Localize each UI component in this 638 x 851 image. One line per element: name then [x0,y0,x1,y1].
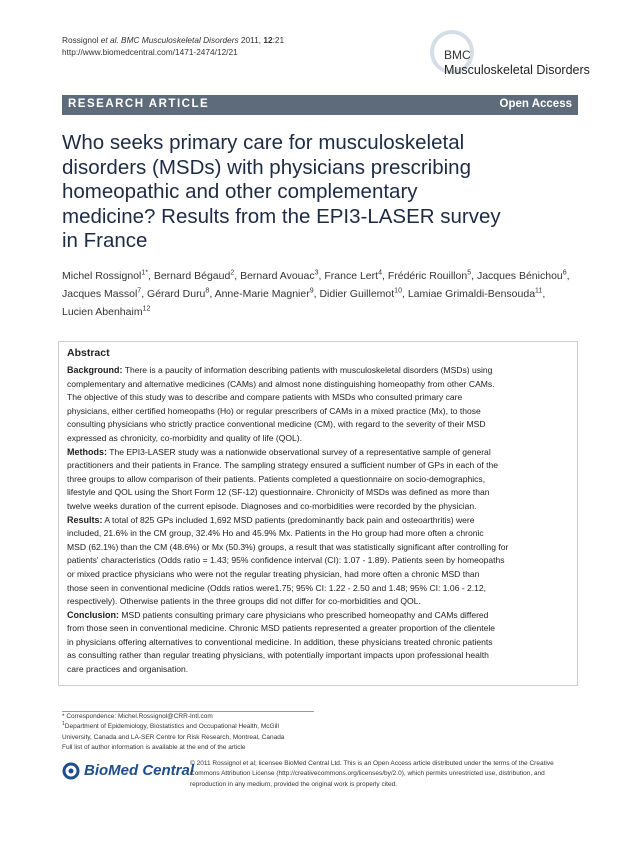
author-name: France Lert [324,270,379,282]
affiliation-note: University, Canada and LA-SER Centre for Risk Research, Montreal, Canada [62,733,285,741]
author-affil: 9 [309,287,314,295]
author-list [62,267,582,321]
article-url[interactable]: http://www.biomedcentral.com/1471-2474/12/21 [62,47,238,57]
background-label: Background: [67,365,123,375]
citation-line [62,34,284,46]
open-access-label: Open Access [499,98,572,110]
abstract-line: or mixed practice physicians who were not the regular treating physician, had more often a chronic MSD than [67,568,480,579]
citation-year: 2011, [238,35,264,45]
abstract-line: in physicians offering alternatives to conventional medicine. In addition, these physicians treated chronic patients [67,636,493,647]
abstract-line [67,364,572,378]
logo-bmc-text: BMC [444,48,471,62]
author-name: Jacques Bénichou [476,270,563,282]
abstract-body [67,364,572,677]
author-affil: 2 [230,269,235,277]
results-label: Results: [67,514,103,525]
author-affil: 11 [535,287,543,295]
abstract-line: from those seen in conventional medicine. Chronic MSD patients represented a greater proportion of the clientele [67,623,496,634]
author-affil: 10 [394,287,402,295]
author-affil: 5 [467,269,472,277]
abstract-line: practitioners and their patients in France. The sampling strategy ensured a sufficient number of GPs in each of the [67,460,499,471]
citation-authors: Rossignol [62,35,101,45]
correspondence-note: * Correspondence: Michel.Rossignol@CRR-Intl.com [62,713,213,720]
publisher-logo [62,762,195,782]
abstract-line: three groups to allow comparison of their patients. Patients completed a questionnaire on socio-demographics, [67,473,486,484]
author-affil: 6 [562,269,567,277]
abstract-line [67,609,572,623]
abstract-line: care practices and organisation. [67,664,189,675]
full-list-note: Full list of author information is available at the end of the article [62,743,246,751]
copyright-line: © 2011 Rossignol et al; licensee BioMed Central Ltd. This is an Open Access article distributed under the terms of the Creative [190,760,554,767]
abstract-line: MSD (62.1%) than the CM (48.6%) or Mx (50.3%) groups, a result that was statistically significant after controlling for [67,541,509,552]
abstract-heading: Abstract [67,347,110,359]
author-line: Michel Rossignol$^{1*}$, Bernard Bégaud$^2$, Bernard Avouac$^3$, France Lert$^4$, Frédéric Rouillon$^5$, Jacques Bénichou$^6$, [62,269,570,282]
author-affil: 7 [137,287,142,295]
author-name: Jacques Massol [62,288,138,300]
abstract-line: patients' characteristics (Odds ratio = 1.43; 95% confidence interval (CI): 1.07 - 1.89). Patients seen by homeopaths [67,555,505,566]
logo-journal-name: Musculoskeletal Disorders [444,63,590,77]
footnotes [62,712,322,753]
author-affil: 8 [205,287,210,295]
abstract-text: A total of 825 GPs included 1,692 MSD patients (predominantly back pain and osteoarthritis) were [102,514,475,525]
affiliation-text: Department of Epidemiology, Biostatistics and Occupational Health, McGill [64,723,279,731]
abstract-line: respectively). Otherwise patients in the three groups did not differ for co-morbidities and QOL. [67,596,421,607]
author-line [62,303,582,321]
journal-logo [430,30,590,80]
abstract-line [67,514,572,528]
author-name: Bernard Bégaud [153,270,231,282]
biomed-central-icon [62,762,80,780]
affiliation-note [62,722,322,732]
author-affil: 12 [142,305,151,313]
article-type-label: RESEARCH ARTICLE [68,98,210,110]
title-line: medicine? Results from the EPI3-LASER survey [62,204,501,228]
abstract-line [67,446,572,460]
abstract-line: as consulting rather than regular treating physicians, with potentially important impacts upon professional health [67,650,489,661]
author-name: Anne-Marie Magnier [214,288,310,300]
author-affil: 3 [314,269,319,277]
author-name: Bernard Avouac [240,270,315,282]
conclusion-label: Conclusion: [67,609,119,620]
abstract-line: those seen in conventional medicine (Odds ratios were1.75; 95% CI: 1.22 - 2.50 and 1.48; 95% CI: 1.06 - 2.12, [67,582,487,593]
article-type-banner [62,95,578,115]
citation-header [62,34,284,58]
copyright-line: Commons Attribution License (http://creativecommons.org/licenses/by/2.0), which permits unrestricted use, distribution, and [190,770,545,778]
copyright-notice [190,759,580,790]
author-line: Jacques Massol$^7$, Gérard Duru$^8$, Anne-Marie Magnier$^9$, Didier Guillemot$^{10}$, Lamiae Grimaldi-Bensouda$^{11}$, [62,287,546,300]
article-title [62,131,582,254]
author-name: Gérard Duru [147,288,206,300]
abstract-text: MSD patients consulting primary care physicians who prescribed homeopathy and CAMs differed [119,609,489,620]
title-line: disorders (MSDs) with physicians prescribing [62,155,471,179]
methods-label: Methods: [67,446,107,457]
abstract-text: There is a paucity of information describing patients with musculoskeletal disorders (MSDs) using [122,365,493,375]
author-affil: 4 [378,269,382,277]
title-line: in France [62,229,148,252]
abstract-line: lifestyle and QOL using the Short Form 12 (SF-12) questionnaire. Chronicity of MSDs was defined as more than [67,487,490,498]
title-line: Who seeks primary care for musculoskeletal [62,131,465,154]
author-name: Frédéric Rouillon [387,270,468,282]
abstract-line: complementary and alternative medicines (CAMs) and almost none distinguishing homeopathy from other CAMs. [67,378,495,389]
abstract-line: expressed as chronicity, co-morbidity and quality of life (QOL). [67,432,302,443]
affiliation-sup: 1 [62,721,65,728]
citation-article: :21 [272,35,285,45]
author-name: Lucien Abenhaim [62,306,143,318]
citation-journal: et al. BMC Musculoskeletal Disorders [100,35,239,45]
title-line: homeopathic and other complementary [62,180,418,203]
author-affil: 1* [141,269,148,277]
abstract-line: The objective of this study was to describe and compare patients with MSDs who consulted primary care [67,392,463,403]
author-name: Lamiae Grimaldi-Bensouda [407,288,536,300]
abstract-line: physicians, either certified homeopaths (Ho) or regular prescribers of CAMs in a mixed practice (Mx), to those [67,405,481,416]
abstract-line: twelve weeks duration of the current episode. Diagnoses and co-morbidities were recorded by the physician. [67,500,477,511]
citation-volume: 12 [263,35,273,45]
abstract-line: consulting physicians who strictly practice conventional medicine (CM), with regard to the severity of their MSD [67,419,486,430]
author-name: Michel Rossignol [62,270,142,282]
copyright-line: reproduction in any medium, provided the original work is properly cited. [190,780,398,788]
abstract-line: included, 21.6% in the CM group, 32.4% Ho and 45.9% Mx. Patients in the Ho group had more often a chronic [67,528,484,539]
publisher-name: BioMed Central [84,762,195,779]
author-name: Didier Guillemot [319,288,395,300]
abstract-text: The EPI3-LASER study was a nationwide observational survey of a representative sample of general [107,446,491,457]
